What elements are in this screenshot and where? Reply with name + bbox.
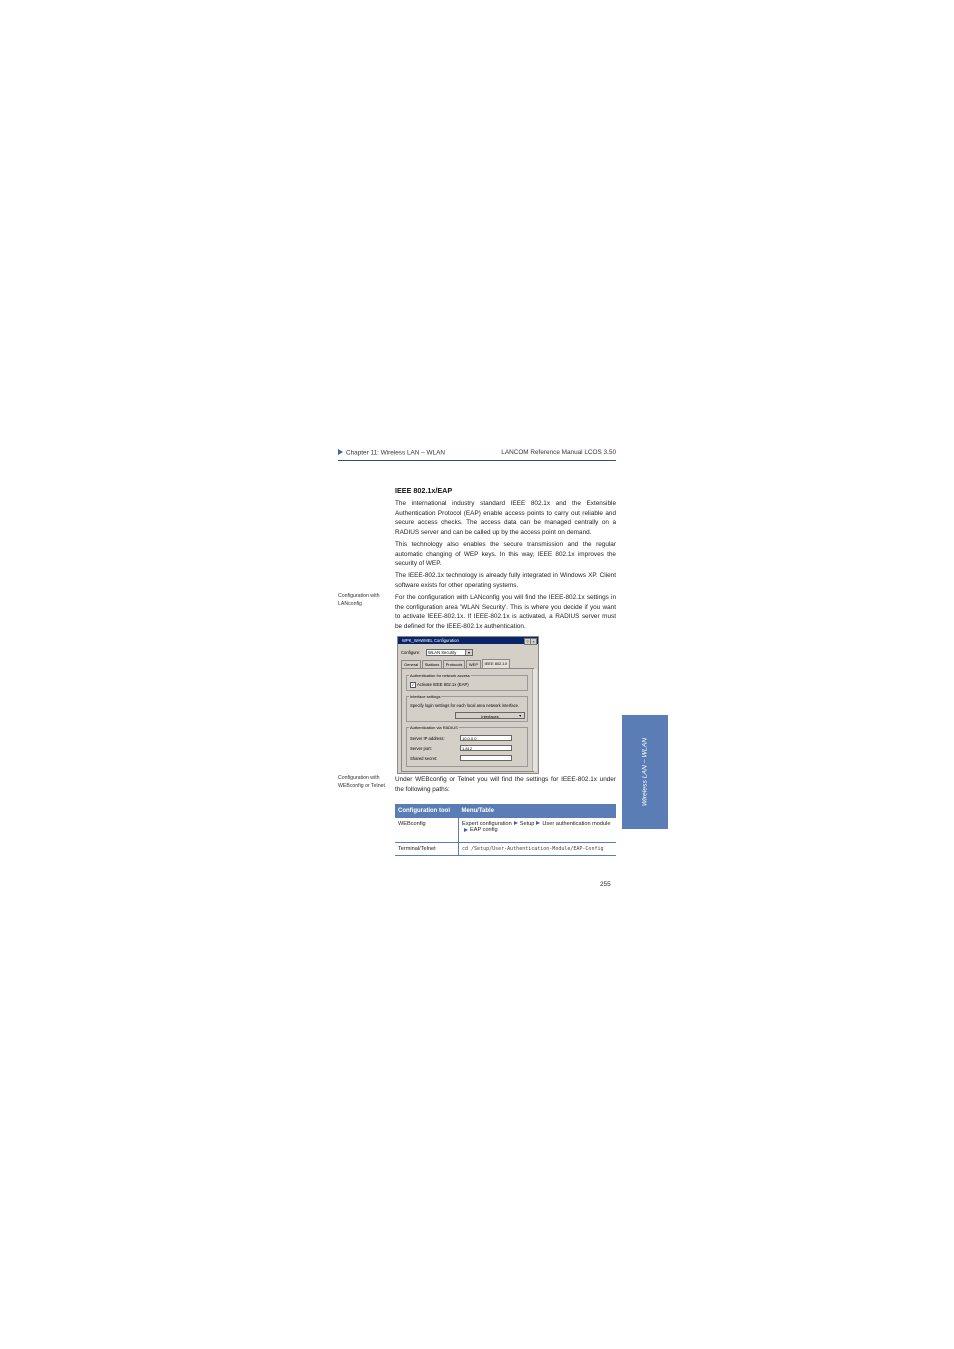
server-port-label: Server port: xyxy=(410,746,432,751)
side-tab-label: Wireless LAN – WLAN xyxy=(641,737,649,807)
section-title: IEEE 802.1x/EAP xyxy=(395,486,453,495)
margin-note-webconfig: Configuration with WEBconfig or Telnet xyxy=(338,775,385,789)
margin-note-lanconfig: Configuration with LANconfig xyxy=(338,593,380,607)
path-arrow-icon xyxy=(536,821,540,825)
server-ip-label: Server IP address: xyxy=(410,736,445,741)
configuration-dialog-screenshot xyxy=(397,636,539,774)
table-cell-path: Expert configuration Setup User authentication moduleEAP config xyxy=(459,818,617,843)
chapter-side-tab xyxy=(622,715,668,829)
table-header: Menu/Table xyxy=(459,804,617,818)
paragraph: For the configuration with LANconfig you will find the IEEE-802.1x settings in the configuration area 'WLAN Security'. This is where you decide if you want to activate IEEE-802.1x. If IEEE-802.1x is activated, a RADIUS server must be defined for the IEEE-802.1x authentication. xyxy=(395,594,616,631)
table-cell-path: cd /Setup/User-Authentication-Module/EAP-Config xyxy=(459,843,617,856)
server-port-field: 1.812 xyxy=(460,745,512,751)
table-row xyxy=(395,843,616,856)
tab-general: General xyxy=(401,660,421,668)
close-icon: × xyxy=(530,638,537,645)
path-arrow-icon xyxy=(514,821,518,825)
tab-stations: Stations xyxy=(422,660,442,668)
chevron-down-icon: ▼ xyxy=(518,714,522,718)
interface-settings-text: Specify login settings for each local area network interface. xyxy=(410,703,520,708)
scrollbar xyxy=(532,669,537,771)
group-interface-settings: Interface settings Specify login settings for each local area network interface. Interfaces ▼ xyxy=(406,696,528,722)
server-ip-field: 10.0.0.0 xyxy=(460,735,512,741)
running-header-manual: LANCOM Reference Manual LCOS 3.50 xyxy=(501,449,616,456)
table-cell-tool: Terminal/Telnet xyxy=(395,843,459,856)
page-number: 255 xyxy=(600,881,611,888)
configure-label: Configure: xyxy=(401,650,421,655)
tab-wep: WEP xyxy=(466,660,481,668)
table-header: Configuration tool xyxy=(395,804,459,818)
table-cell-tool: WEBconfig xyxy=(395,818,459,843)
table-row xyxy=(395,818,616,843)
header-rule xyxy=(338,460,616,461)
group-network-access: Authentication for network access ✓ Activate IEEE 802.1x (EAP) xyxy=(406,675,528,691)
shared-secret-label: Shared secret: xyxy=(410,756,438,761)
help-icon: ? xyxy=(524,638,531,645)
group-radius: Authentication via RADIUS Server IP address: 10.0.0.0 Server port: 1.812 Shared secret: xyxy=(406,727,528,767)
triangle-bullet-icon xyxy=(338,449,343,455)
checkmark-icon: ✓ xyxy=(411,683,415,687)
dialog-title: WPK_WAWMEL Configuration xyxy=(398,637,538,644)
tab-bar xyxy=(401,660,511,668)
paragraph: The IEEE-802.1x technology is already fully integrated in Windows XP. Client software exists for other operating systems. xyxy=(395,572,616,589)
interfaces-button: Interfaces ▼ xyxy=(455,712,525,719)
chevron-down-icon: ▼ xyxy=(465,650,472,655)
paragraph: This technology also enables the secure transmission and the regular automatic changing of WEP keys. In this way, IEEE 802.1x improves the security of WEP. xyxy=(395,541,616,568)
checkbox-label: Activate IEEE 802.1x (EAP) xyxy=(417,682,469,687)
tab-protocols: Protocols xyxy=(443,660,466,668)
configure-select: WLAN Security ▼ xyxy=(426,649,473,656)
menu-paths-table xyxy=(395,804,616,856)
shared-secret-field xyxy=(460,755,512,761)
running-header-chapter: Chapter 11: Wireless LAN – WLAN xyxy=(338,449,445,457)
tab-ieee-8021x: IEEE 802.1X xyxy=(482,659,511,668)
path-arrow-icon xyxy=(464,828,468,832)
paragraph: Under WEBconfig or Telnet you will find the settings for IEEE-802.1x under the following paths: xyxy=(395,776,616,793)
paragraph: The international industry standard IEEE 802.1x and the Extensible Authentication Protocol (EAP) enable access points to carry out reliable and secure access checks. The access data can be managed centrally on a RADIUS server and can be called up by the access point on demand. xyxy=(395,500,616,537)
